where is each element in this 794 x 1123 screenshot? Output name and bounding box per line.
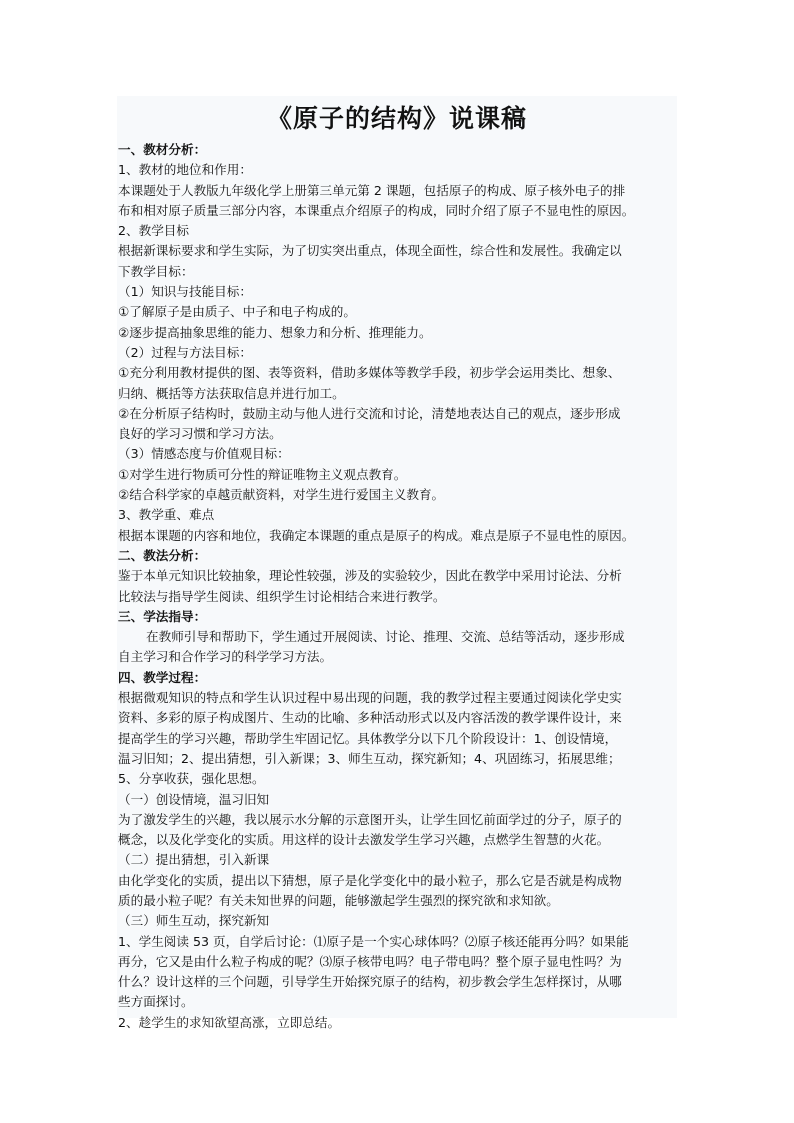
text-line: 资料、多彩的原子构成图片、生动的比喻、多种活动形式以及内容活泼的教学课件设计，来 xyxy=(118,710,622,726)
text-line: 2、教学目标 xyxy=(118,223,189,239)
text-line: ①了解原子是由质子、中子和电子构成的。 xyxy=(118,304,356,320)
text-line: ②结合科学家的卓越贡献资料，对学生进行爱国主义教育。 xyxy=(118,487,445,503)
text-line: 鉴于本单元知识比较抽象，理论性较强，涉及的实验较少，因此在教学中采用讨论法、分析 xyxy=(118,568,622,584)
section-heading: 四、教学过程： xyxy=(118,669,207,685)
text-line: （2）过程与方法目标： xyxy=(118,344,252,360)
text-line: ②逐步提高抽象思维的能力、想象力和分析、推理能力。 xyxy=(118,324,432,340)
text-line: 1、学生阅读 53 页，自学后讨论：⑴原子是一个实心球体吗？⑵原子核还能再分吗？如果能 xyxy=(118,933,629,949)
text-line: ②在分析原子结构时，鼓励主动与他人进行交流和讨论，清楚地表达自己的观点，逐步形成 xyxy=(118,405,621,421)
text-line: 比较法与指导学生阅读、组织学生讨论相结合来进行教学。 xyxy=(118,588,446,604)
text-line: 自主学习和合作学习的科学学习方法。 xyxy=(118,649,333,665)
text-line: 根据新课标要求和学生实际，为了切实突出重点，体现全面性，综合性和发展性。我确定以 xyxy=(118,243,622,259)
text-line: （一）创设情境，温习旧知 xyxy=(118,791,270,807)
text-line: 提高学生的学习兴趣，帮助学生牢固记忆。具体教学分以下几个阶段设计：1、创设情境， xyxy=(118,730,618,746)
text-line: 本课题处于人教版九年级化学上册第三单元第 2 课题，包括原子的构成、原子核外电子的排 xyxy=(118,182,626,198)
text-line: 布和相对原子质量三部分内容，本课重点介绍原子的构成，同时介绍了原子不显电性的原因。 xyxy=(118,202,635,218)
text-line: ①充分利用教材提供的图、表等资料，借助多媒体等教学手段，初步学会运用类比、想象、 xyxy=(118,365,621,381)
text-line: 些方面探讨。 xyxy=(118,994,194,1010)
text-line: 下教学目标： xyxy=(118,263,194,279)
text-line: 概念，以及化学变化的实质。用这样的设计去激发学生学习兴趣，点燃学生智慧的火花。 xyxy=(118,832,610,848)
text-line: 5、分享收获，强化思想。 xyxy=(118,771,265,787)
document-page xyxy=(117,96,677,1030)
text-line: 3、教学重、难点 xyxy=(118,507,215,523)
text-line: 什么？设计这样的三个问题，引导学生开始探究原子的结构，初步教会学生怎样探讨，从哪 xyxy=(118,974,622,990)
text-line: 质的最小粒子呢？有关未知世界的问题，能够激起学生强烈的探究欲和求知欲。 xyxy=(118,892,559,908)
document-title: 《原子的结构》说课稿 xyxy=(266,104,527,133)
text-line: 根据本课题的内容和地位，我确定本课题的重点是原子的构成。难点是原子不显电性的原因。 xyxy=(118,527,635,543)
text-line: （二）提出猜想，引入新课 xyxy=(118,852,270,868)
text-line: 再分，它又是由什么粒子构成的呢？⑶原子核带电吗？电子带电吗？整个原子显电性吗？为 xyxy=(118,953,622,969)
document-body xyxy=(117,140,677,1033)
text-line: 温习旧知；2、提出猜想，引入新课；3、师生互动，探究新知；4、巩固练习，拓展思维； xyxy=(118,750,621,766)
text-line: 良好的学习习惯和学习方法。 xyxy=(118,426,282,442)
section-heading: 一、教材分析： xyxy=(118,142,207,157)
text-line: 为了激发学生的兴趣，我以展示水分解的示意图开头，让学生回忆前面学过的分子，原子的 xyxy=(118,811,622,827)
text-line: 2、趁学生的求知欲望高涨，立即总结。 xyxy=(118,1014,341,1030)
section-heading: 二、教法分析： xyxy=(118,547,207,563)
text-line: （3）情感态度与价值观目标： xyxy=(118,446,290,462)
text-line: 根据微观知识的特点和学生认识过程中易出现的问题，我的教学过程主要通过阅读化学史实 xyxy=(118,690,622,706)
section-heading: 三、学法指导： xyxy=(118,608,207,624)
text-line: 1、教材的地位和作用： xyxy=(118,162,252,178)
text-line: （三）师生互动，探究新知 xyxy=(118,913,270,929)
text-line: 归纳、概括等方法获取信息并进行加工。 xyxy=(118,385,345,401)
text-line: ①对学生进行物质可分性的辩证唯物主义观点教育。 xyxy=(118,466,407,482)
text-line: （1）知识与技能目标： xyxy=(118,284,252,300)
text-line: 由化学变化的实质，提出以下猜想，原子是化学变化中的最小粒子，那么它是否就是构成物 xyxy=(118,872,622,888)
text-line: 在教师引导和帮助下，学生通过开展阅读、讨论、推理、交流、总结等活动，逐步形成 xyxy=(146,629,625,645)
